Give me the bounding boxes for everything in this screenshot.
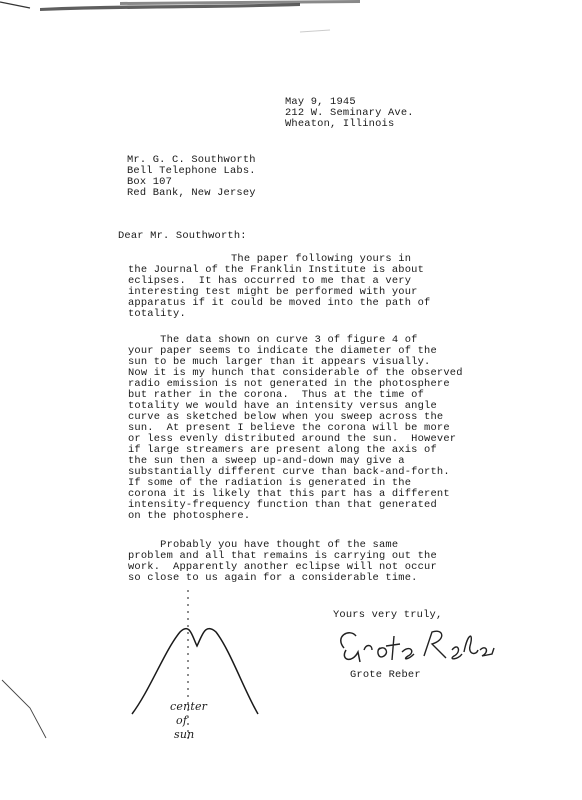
paragraph-line: radio emission is not generated in the photosphere — [128, 378, 450, 390]
paragraph-line: totality we would have an intensity versus angle — [128, 400, 437, 412]
street-line: 212 W. Seminary Ave. — [285, 107, 414, 119]
sketch-note — [170, 700, 207, 742]
paragraph-line: your paper seems to indicate the diameter of the — [128, 345, 437, 357]
date-line: May 9, 1945 — [285, 96, 356, 108]
city-line: Wheaton, Illinois — [285, 118, 395, 130]
paragraph-line: but rather in the corona. Thus at the time of — [128, 389, 425, 401]
salutation: Dear Mr. Southworth: — [118, 230, 247, 242]
paragraph-line: the sun then a sweep up-and-down may give a — [128, 455, 405, 467]
paragraph-line: eclipses. It has occurred to me that a very — [128, 275, 412, 287]
paragraph-line: on the photosphere. — [128, 510, 251, 522]
paragraph-line: if large streamers are present along the axis of — [128, 444, 437, 456]
paragraph-line: The paper following yours in — [128, 253, 412, 265]
paragraph-line: problem and all that remains is carrying out the — [128, 550, 437, 562]
paragraph-line: Now it is my hunch that considerable of the observed — [128, 367, 463, 379]
sketch-note-line: sun — [174, 728, 195, 741]
paragraph-line: curve as sketched below when you sweep across the — [128, 411, 444, 423]
sketch-note-line: of — [176, 714, 188, 727]
typed-signature: Grote Reber — [350, 669, 421, 681]
paragraph-line: sun. At present I believe the corona will be more — [128, 422, 450, 434]
paragraph-line: apparatus if it could be moved into the path of — [128, 297, 431, 309]
paragraph-line: The data shown on curve 3 of figure 4 of — [128, 334, 418, 346]
paragraph-line: corona it is likely that this part has a different — [128, 488, 450, 500]
recipient-org: Bell Telephone Labs. — [127, 165, 256, 177]
paragraph-line: the Journal of the Franklin Institute is about — [128, 264, 425, 276]
paragraph-line: or less evenly distributed around the sun. However — [128, 433, 457, 445]
recipient-name: Mr. G. C. Southworth — [127, 154, 256, 166]
recipient-box: Box 107 — [127, 176, 173, 188]
paragraph-line: sun to be much larger than it appears visually. — [128, 356, 431, 368]
paragraph-line: so close to us again for a considerable time. — [128, 572, 418, 584]
paragraph-line: Probably you have thought of the same — [128, 539, 399, 551]
sketch-note-line: center — [170, 700, 208, 713]
recipient-city: Red Bank, New Jersey — [127, 187, 256, 199]
paragraph-line: totality. — [128, 308, 186, 320]
closing: Yours very truly, — [333, 609, 443, 621]
paragraph-line: work. Apparently another eclipse will not occur — [128, 561, 437, 573]
paragraph-line: interesting test might be performed with your — [128, 286, 418, 298]
paragraph-line: If some of the radiation is generated in the — [128, 477, 412, 489]
paragraph-line: intensity-frequency function than that generated — [128, 499, 437, 511]
paragraph-line: substantially different curve than back-and-forth. — [128, 466, 450, 478]
